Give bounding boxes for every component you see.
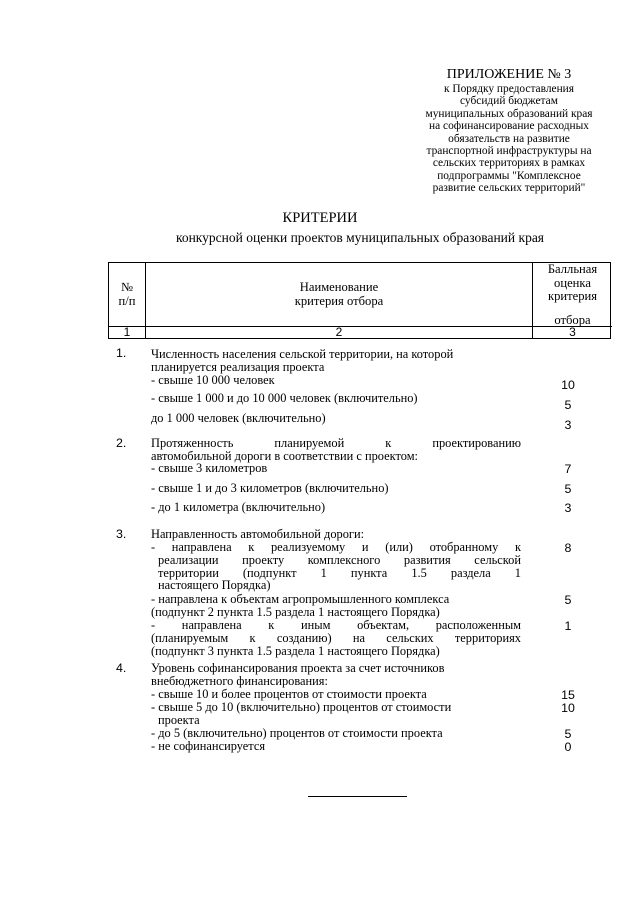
score-value: 10 bbox=[561, 701, 575, 715]
criterion-option bbox=[151, 593, 521, 619]
criterion-title-line: Протяженность планируемой к проектированию bbox=[151, 436, 521, 450]
score-value: 0 bbox=[564, 740, 572, 754]
score-value: 5 bbox=[564, 727, 572, 741]
criterion-title bbox=[151, 662, 521, 688]
criterion-option: до 1 000 человек (включительно) bbox=[151, 411, 326, 425]
score-value: 7 bbox=[564, 462, 572, 476]
criterion-title: Направленность автомобильной дороги: bbox=[151, 527, 365, 541]
appendix-block bbox=[400, 66, 618, 195]
option-line: - направлена к реализуемому и (или) отобранному к bbox=[151, 540, 521, 554]
appendix-title: ПРИЛОЖЕНИЕ № 3 bbox=[446, 67, 572, 82]
column-number: 2 bbox=[335, 325, 343, 339]
row-number: 2. bbox=[116, 436, 127, 450]
criterion-option: - свыше 3 километров bbox=[151, 461, 268, 475]
option-line: (подпункт 3 пункта 1.5 раздела 1 настоящего Порядка) bbox=[151, 643, 440, 658]
criterion-title-line: планируется реализация проекта bbox=[151, 359, 325, 374]
header-text: Балльная bbox=[547, 262, 598, 276]
appendix-line: на софинансирование расходных bbox=[429, 120, 589, 133]
header-text: оценка bbox=[554, 275, 591, 290]
score-value: 3 bbox=[564, 501, 572, 515]
criterion-option: - свыше 10 000 человек bbox=[151, 373, 275, 387]
criterion-title-line: Уровень софинансирования проекта за счет источников bbox=[151, 661, 445, 675]
header-col-criterion bbox=[146, 263, 533, 338]
score-value: 5 bbox=[564, 593, 572, 607]
criterion-title-line: автомобильной дороги в соответствии с проектом: bbox=[151, 448, 418, 463]
header-text: критерия отбора bbox=[294, 293, 384, 308]
header-col-number bbox=[109, 263, 146, 338]
criterion-title bbox=[151, 437, 521, 463]
appendix-line: к Порядку предоставления bbox=[443, 83, 575, 95]
header-text: критерия bbox=[547, 289, 598, 303]
score-value: 8 bbox=[564, 541, 572, 555]
criterion-title-line: внебюджетного финансирования: bbox=[151, 673, 328, 688]
header-col-score bbox=[533, 263, 612, 338]
option-line: (подпункт 2 пункта 1.5 раздела 1 настоящего Порядка) bbox=[151, 604, 440, 619]
document-title: КРИТЕРИИ bbox=[282, 210, 358, 226]
appendix-line: сельских территориях в рамках bbox=[432, 157, 586, 170]
score-value: 5 bbox=[564, 482, 572, 496]
option-line: проекта bbox=[158, 712, 200, 727]
score-value: 10 bbox=[561, 378, 575, 392]
criterion-option: - до 5 (включительно) процентов от стоимости проекта bbox=[151, 726, 443, 740]
appendix-line: транспортной инфраструктуры на bbox=[426, 145, 592, 158]
criterion-option: - до 1 километра (включительно) bbox=[151, 500, 326, 514]
appendix-line: развитие сельских территорий" bbox=[432, 182, 586, 195]
header-text: отбора bbox=[554, 312, 591, 327]
criterion-option bbox=[151, 619, 521, 657]
appendix-line: субсидий бюджетам bbox=[460, 95, 558, 108]
option-line: - направлена к объектам агропромышленного комплекса bbox=[151, 592, 450, 606]
header-text: Наименование bbox=[299, 280, 379, 294]
appendix-line: подпрограммы "Комплексное bbox=[437, 169, 581, 182]
option-line: (планируемым к созданию) на сельских территориях bbox=[151, 630, 521, 645]
header-text: п/п bbox=[118, 293, 136, 308]
closing-line bbox=[308, 796, 407, 797]
score-value: 15 bbox=[561, 688, 575, 702]
table-header bbox=[108, 262, 611, 339]
score-value: 3 bbox=[564, 418, 572, 432]
score-value: 5 bbox=[564, 398, 572, 412]
option-line: - направлена к иным объектам, расположенным bbox=[151, 618, 521, 632]
appendix-line: муниципальных образований края bbox=[425, 107, 593, 120]
option-line: территории (подпункт 1 пункта 1.5 раздела 1 bbox=[158, 565, 521, 580]
criterion-option: - не софинансируется bbox=[151, 739, 266, 753]
option-line: - свыше 5 до 10 (включительно) процентов от стоимости bbox=[151, 700, 452, 714]
criterion-title-line: Численность населения сельской территории, на которой bbox=[151, 347, 454, 361]
row-number: 4. bbox=[116, 661, 127, 675]
score-value: 1 bbox=[564, 619, 572, 633]
row-number: 3. bbox=[116, 527, 127, 541]
column-number: 1 bbox=[123, 325, 131, 339]
option-line: настоящего Порядка) bbox=[158, 578, 271, 593]
document-subtitle: конкурсной оценки проектов муниципальных образований края bbox=[175, 230, 545, 245]
row-number: 1. bbox=[116, 346, 127, 360]
header-text: № bbox=[120, 280, 134, 294]
criterion-option: - свыше 10 и более процентов от стоимости проекта bbox=[151, 687, 427, 701]
criterion-option bbox=[151, 701, 521, 727]
criterion-option: - свыше 1 000 и до 10 000 человек (включительно) bbox=[151, 391, 418, 405]
criterion-title bbox=[151, 348, 521, 374]
criterion-option: - свыше 1 и до 3 километров (включительно) bbox=[151, 481, 389, 495]
column-number: 3 bbox=[569, 325, 576, 339]
appendix-line: обязательств на развитие bbox=[448, 132, 570, 145]
option-line: реализации проекту комплексного развития сельской bbox=[158, 552, 521, 567]
criterion-option bbox=[151, 541, 521, 592]
